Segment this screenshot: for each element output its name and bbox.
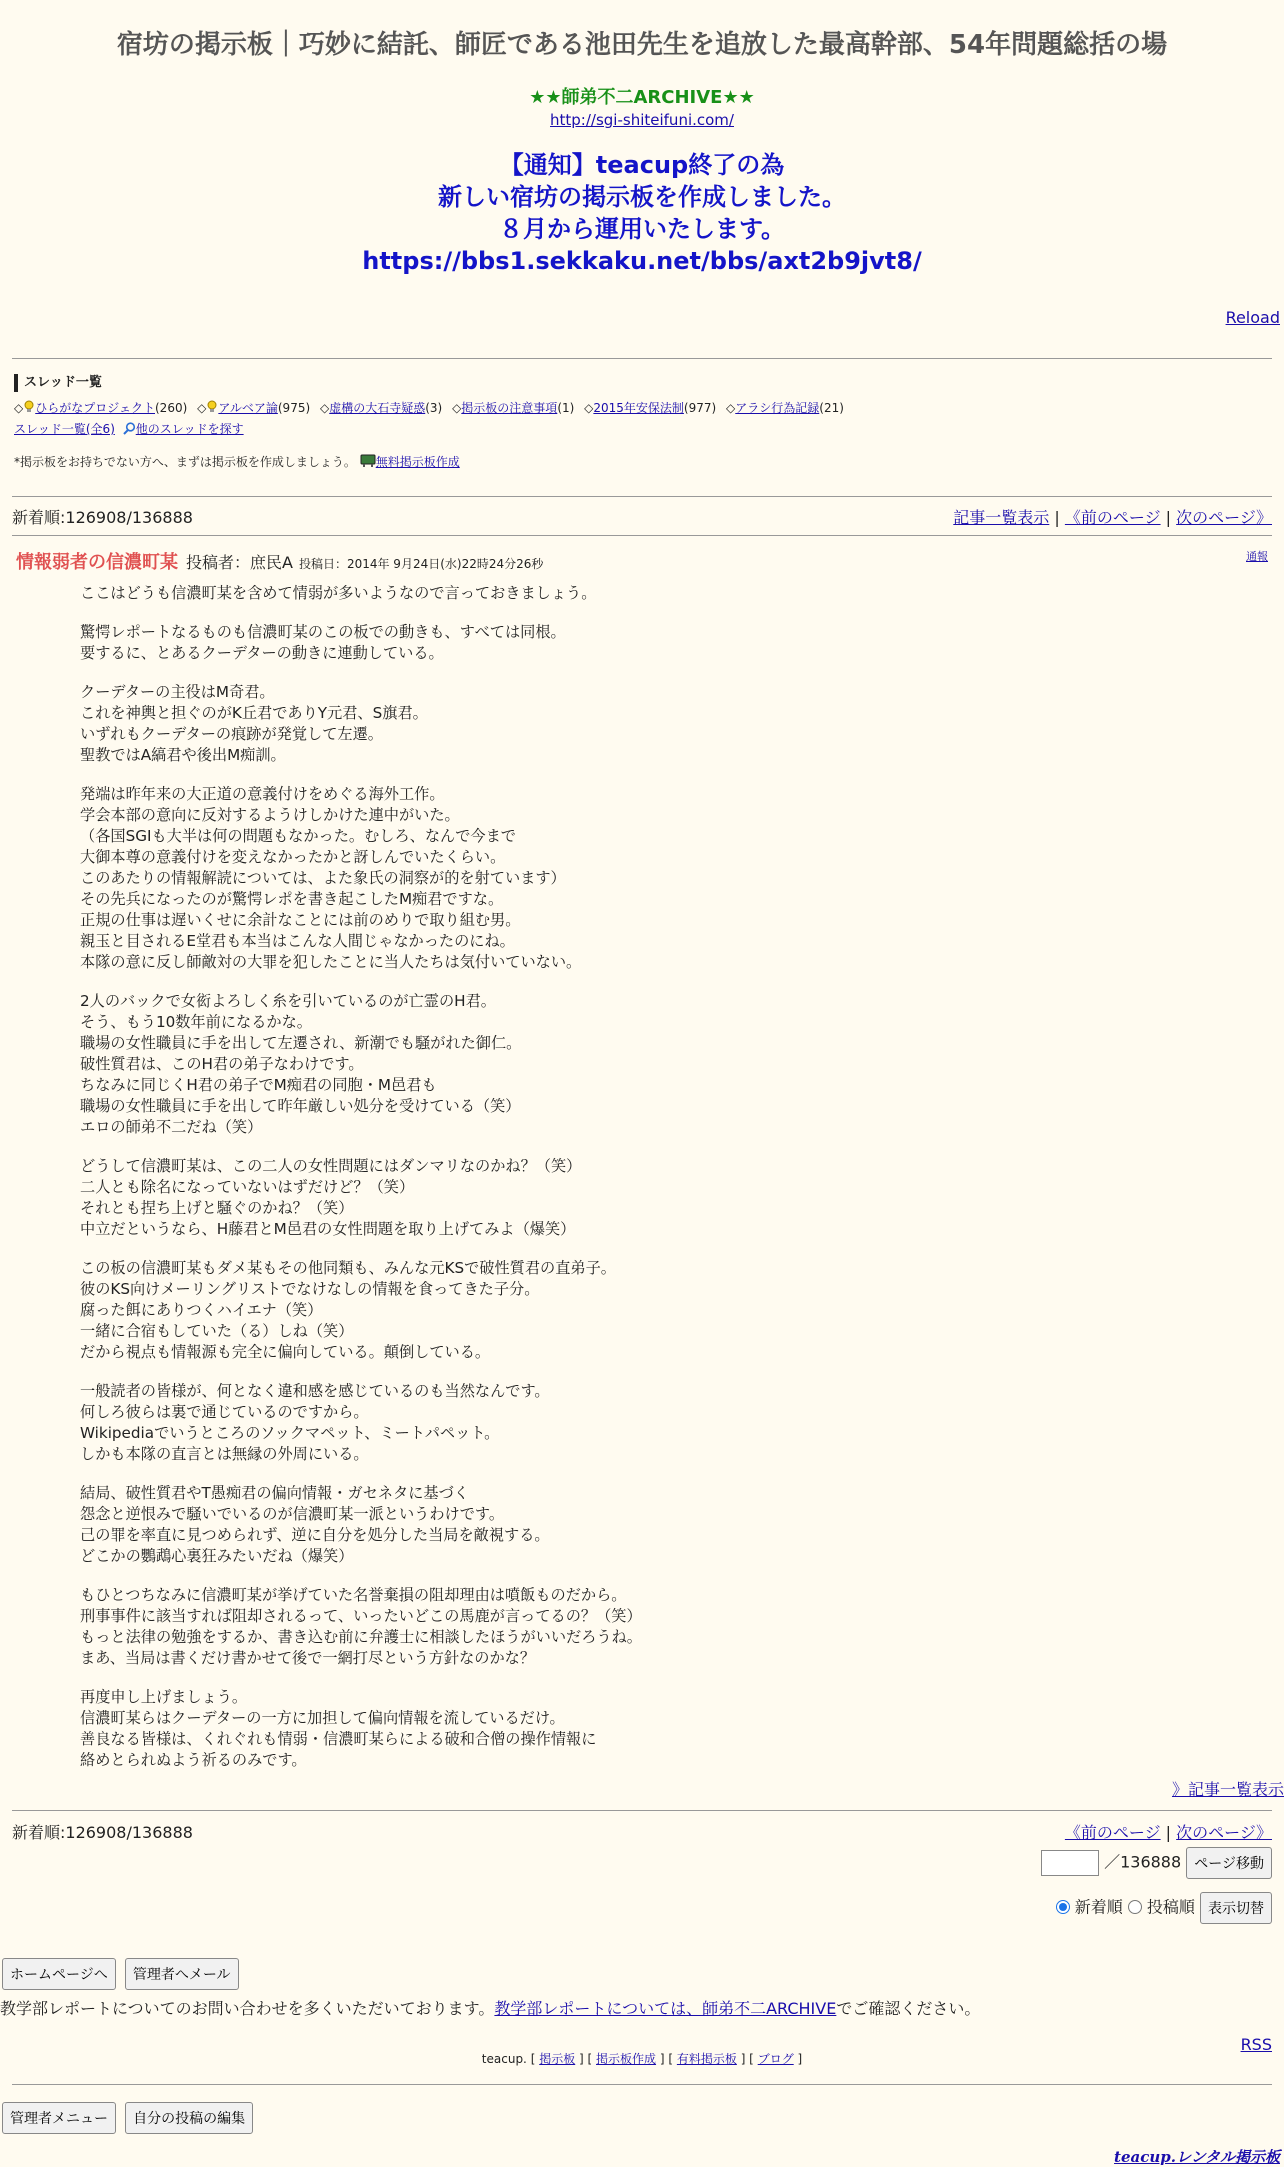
archive-url-link[interactable]: http://sgi-shiteifuni.com/ <box>550 111 734 129</box>
all-threads-link[interactable]: スレッド一覧(全6) <box>14 422 115 436</box>
thread-item: ◇ アルベア論(975) <box>197 401 311 415</box>
post-paragraph: クーデターの主役はM奇君。 これを神輿と担ぐのがK丘君でありY元君、S旗君。 いずれもクーデターの痕跡が発覚して左遷。 聖教ではA縞君や後出M痴訓。 <box>80 683 428 764</box>
post-paragraph: この板の信濃町某もダメ某もその他同類も、みんな元KSで破性質君の直弟子。 彼のKS向けメーリングリストでなけなしの情報を食ってきた子分。 腐った餌にありつくハイエナ（笑） 一緒に合宿もしていた（る）しね（笑） だから視点も情報源も完全に偏向している。顛倒している。 <box>80 1259 616 1361</box>
divider <box>12 1810 1272 1811</box>
free-board-promo: *掲示板をお持ちでない方へ、まずは掲示板を作成しましょう。 無料掲示板作成 <box>14 455 460 469</box>
sort-post-radio[interactable] <box>1128 1900 1142 1914</box>
archive-title: ★★師弟不二ARCHIVE★★ <box>529 87 755 108</box>
sort-row <box>1056 1892 1272 1924</box>
display-switch-button[interactable]: 表示切替 <box>1200 1892 1272 1924</box>
notice-block <box>0 149 1284 277</box>
notice-line: ８月から運用いたします。 <box>498 215 786 243</box>
post-paragraph: 結局、破性質君やT愚痴君の偏向情報・ガセネタに基づく 怨念と逆恨みで騒いでいるのが信濃町某一派というわけです。 己の罪を率直に見つめられず、逆に自分を処分した当局を敵視する。 どこかの鸚鵡心裏狂みたいだね（爆笑） <box>80 1484 550 1565</box>
thread-item: ◇2015年安保法制(977) <box>584 401 717 415</box>
mail-admin-button[interactable]: 管理者へメール <box>125 1958 239 1990</box>
archive-inquiry-link[interactable]: 教学部レポートについては、師弟不二ARCHIVE <box>494 1999 837 2018</box>
bottom-nav-bar: 新着順:126908/136888 《前のページ | 次のページ》 <box>12 1823 1272 1842</box>
board-icon <box>360 454 376 468</box>
post-body <box>80 583 1180 1789</box>
thread-link-rules[interactable]: 掲示板の注意事項 <box>461 401 558 415</box>
total-pages: ／136888 <box>1104 1852 1182 1872</box>
lightbulb-icon <box>206 400 218 414</box>
notice-line: 【通知】teacup終了の為 <box>499 151 785 179</box>
thread-item: ◇ ひらがなプロジェクト(260) <box>14 401 188 415</box>
top-nav-bar: 新着順:126908/136888 記事一覧表示 | 《前のページ | 次のページ》 <box>12 508 1272 527</box>
page-move-button[interactable]: ページ移動 <box>1186 1847 1272 1879</box>
lightbulb-icon <box>23 400 35 414</box>
magnifier-icon <box>123 422 136 435</box>
post-paragraph: もひとつちなみに信濃町某が挙げていた名誉棄損の阻却理由は噴飯ものだから。 刑事事件に該当すれば阻却されるって、いったいどこの馬鹿が言ってるの？（笑） もっと法律の勉強をするか、書き込む前に弁護士に相談したほうがいいだろうね。 まあ、当局は書くだけ書かせて後で一網打尽という方針なのかな？ <box>80 1586 642 1667</box>
post-author: 投稿者：庶民A <box>186 553 293 572</box>
teacup-create-link[interactable]: 掲示板作成 <box>596 2052 657 2066</box>
notice-url: https://bbs1.sekkaku.net/bbs/axt2b9jvt8/ <box>362 247 922 275</box>
thread-link-albea[interactable]: アルベア論 <box>218 401 278 415</box>
post-paragraph: 再度申し上げましょう。 信濃町某らはクーデターの一方に加担して偏向情報を流しているだけ。 善良なる皆様は、くれぐれも情弱・信濃町某らによる破和合僧の操作情報に 絡めとられぬよう祈るのみです。 <box>80 1688 597 1769</box>
sort-post-label: 投稿順 <box>1146 1897 1195 1917</box>
divider <box>12 496 1272 497</box>
post-list-view-link[interactable]: 》記事一覧表示 <box>1171 1780 1284 1799</box>
post-date: 投稿日：2014年 9月24日(水)22時24分26秒 <box>298 557 544 571</box>
divider <box>12 535 1272 536</box>
page-number-input[interactable] <box>1041 1850 1099 1876</box>
reload-link[interactable]: Reload <box>1225 308 1280 327</box>
homepage-button[interactable]: ホームページへ <box>2 1958 116 1990</box>
thread-item: ◇虚構の大石寺疑惑(3) <box>319 401 443 415</box>
divider <box>12 2084 1272 2085</box>
free-board-link[interactable]: 無料掲示板作成 <box>375 455 460 469</box>
home-button-row <box>2 1958 239 1990</box>
teacup-board-link[interactable]: 掲示板 <box>539 2052 576 2066</box>
post-paragraph: 一般読者の皆様が、何となく違和感を感じているのも当然なんです。 何しろ彼らは裏で通じているのですから。 Wikipediaでいうところのソックマペット、ミートパペット。 しかも本隊の直言とは無縁の外周にいる。 <box>80 1382 550 1463</box>
page-title: 宿坊の掲示板｜巧妙に結託、師匠である池田先生を追放した最高幹部、54年問題総括の場 <box>116 30 1168 60</box>
divider <box>12 358 1272 359</box>
sort-new-label: 新着順 <box>1074 1897 1123 1917</box>
post-paragraph: 2人のバックで女衒よろしく糸を引いているのが亡霊のH君。 そう、もう10数年前になるかな。 職場の女性職員に手を出して左遷され、新潮でも騒がれた御仁。 破性質君は、このH君の弟子なわけです。 ちなみに同じくH君の弟子でM痴君の同胞・M邑君も 職場の女性職員に手を出して昨年厳しい処分を受けている（笑） エロの師弟不二だね（笑） <box>80 992 522 1136</box>
edit-post-button[interactable]: 自分の投稿の編集 <box>125 2102 253 2134</box>
thread-links <box>14 420 1272 437</box>
thread-link-hiragana[interactable]: ひらがなプロジェクト <box>35 401 155 415</box>
post-paragraph: どうして信濃町某は、この二人の女性問題にはダンマリなのかね？（笑） 二人とも除名になっていないはずだけど？（笑） それとも捏ち上げと騒ぐのかね？（笑） 中立だというなら、H藤君とM邑君の女性問題を取り上げてみよ（爆笑） <box>80 1157 582 1238</box>
post-title: 情報弱者の信濃町某 <box>16 552 178 573</box>
post-count: 新着順:126908/136888 <box>12 508 193 527</box>
thread-list-heading: スレッド一覧 <box>14 374 1272 392</box>
prev-page-link[interactable]: 《前のページ <box>1064 508 1161 527</box>
next-page-link[interactable]: 次のページ》 <box>1176 508 1272 527</box>
admin-button-row <box>2 2102 253 2134</box>
page-jump-row <box>1041 1847 1272 1879</box>
thread-link-security-law[interactable]: 2015年安保法制 <box>593 401 684 415</box>
post-header <box>16 548 1268 572</box>
thread-link-taisekiji[interactable]: 虚構の大石寺疑惑 <box>329 401 426 415</box>
thread-item: ◇掲示板の注意事項(1) <box>452 401 575 415</box>
post-paragraph: 驚愕レポートなるものも信濃町某のこの板での動きも、すべては同根。 要するに、とあるクーデターの動きに連動している。 <box>80 623 566 662</box>
list-view-link[interactable]: 記事一覧表示 <box>953 508 1050 527</box>
rss-link[interactable]: RSS <box>1240 2035 1272 2054</box>
sort-new-radio[interactable] <box>1056 1900 1070 1914</box>
thread-list-box <box>14 374 1272 470</box>
thread-item: ◇アラシ行為記録(21) <box>726 401 844 415</box>
post-count: 新着順:126908/136888 <box>12 1823 193 1842</box>
teacup-paid-link[interactable]: 有料掲示板 <box>676 2052 737 2066</box>
report-link[interactable]: 通報 <box>1246 550 1268 563</box>
prev-page-link[interactable]: 《前のページ <box>1064 1823 1161 1842</box>
search-threads-link[interactable]: 他のスレッドを探す <box>135 422 244 436</box>
thread-list <box>14 398 1272 418</box>
thread-link-troll-log[interactable]: アラシ行為記録 <box>735 401 820 415</box>
inquiry-notice: 教学部レポートについてのお問い合わせを多くいただいております。教学部レポートについては、師弟不二ARCHIVEでご確認ください。 <box>0 1999 981 2018</box>
next-page-link[interactable]: 次のページ》 <box>1176 1823 1272 1842</box>
notice-line: 新しい宿坊の掲示板を作成しました。 <box>438 183 846 211</box>
post-paragraph: ここはどうも信濃町某を含めて情弱が多いようなので言っておきましょう。 <box>80 584 597 602</box>
teacup-blog-link[interactable]: ブログ <box>757 2052 794 2066</box>
teacup-rental-link[interactable]: teacup.レンタル掲示板 <box>1114 2148 1280 2166</box>
admin-menu-button[interactable]: 管理者メニュー <box>2 2102 116 2134</box>
teacup-links: teacup. [ 掲示板 ] [ 掲示板作成 ] [ 有料掲示板 ] [ ブログ ] <box>481 2052 803 2066</box>
post-paragraph: 発端は昨年来の大正道の意義付けをめぐる海外工作。 学会本部の意向に反対するようけしかけた連中がいた。 （各国SGIも大半は何の問題もなかった。むしろ、なんで今まで 大御本尊の意義付けを変えなかったかと訝しんでいたくらい。 このあたりの情報解読については、よた象氏の洞察が的を射ています） その先兵になったのが驚愕レポを書き起こしたM痴君ですな。 正規の仕事は遅いくせに余計なことには前のめりで取り組む男。 親玉と目されるE堂君も本当はこんな人間じゃなかったのにね。 本隊の意に反し師敵対の大罪を犯したことに当人たちは気付いていない。 <box>80 785 582 971</box>
